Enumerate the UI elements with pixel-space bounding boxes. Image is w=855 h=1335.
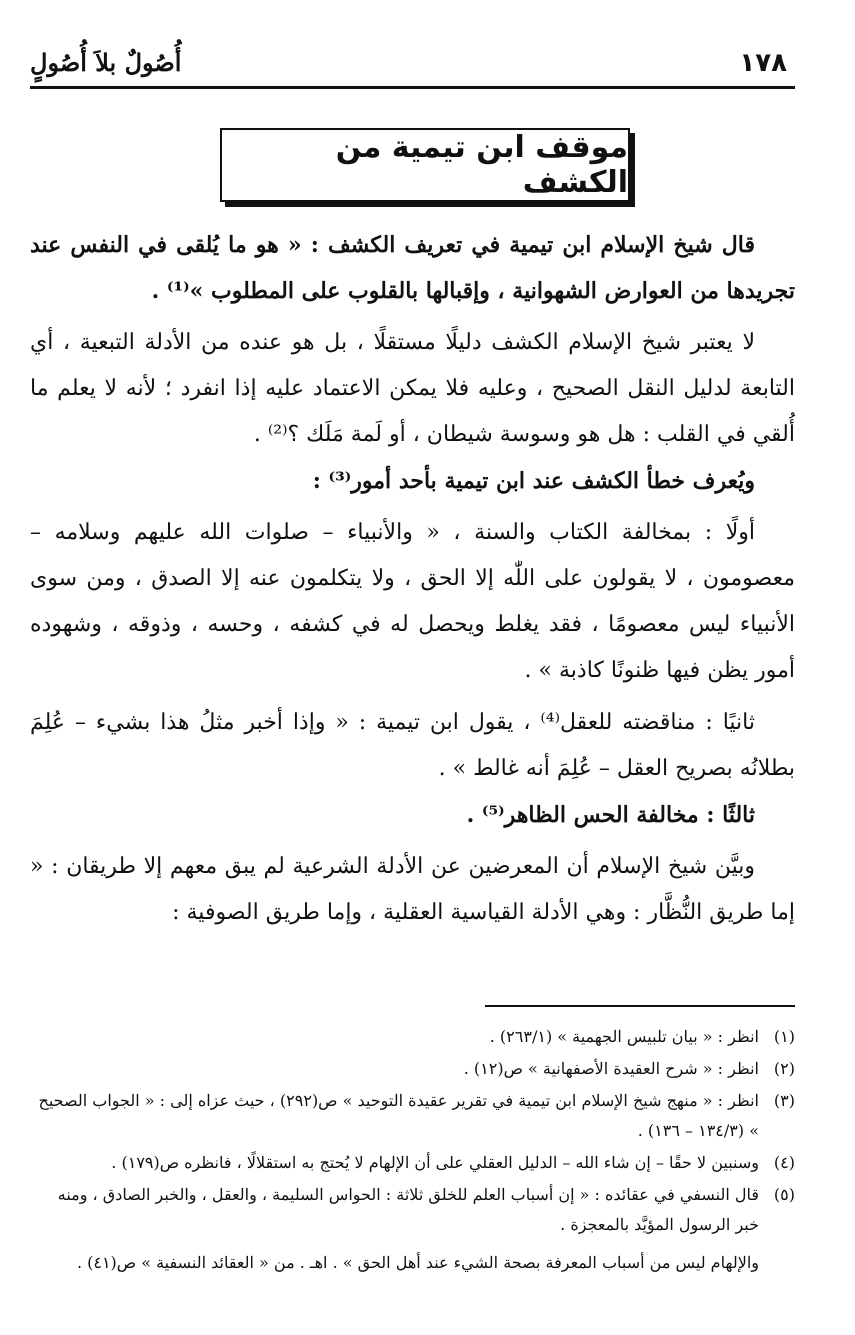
footnote-rule — [485, 1005, 795, 1007]
footnote-text: انظر : « بيان تلبيس الجهمية » (٢٦٣/١) . — [489, 1027, 759, 1046]
paragraph-status: لا يعتبر شيخ الإسلام الكشف دليلًا مستقلًا ، بل هو عنده من الأدلة التبعية ، أي التابعة لدليل النقل الصحيح ، وعليه فلا يمكن الاعتماد عليه إذا انفرد ؛ لأنه لا يعلم ما أُلقي في القلب : هل هو وسوسة شيطان ، أو لَمة مَلَك ؟⁽²⁾ . — [30, 330, 795, 447]
footnote-text: انظر : « منهج شيخ الإسلام ابن تيمية في تقرير عقيدة التوحيد » ص(٢٩٢) ، حيث عزاه إلى : « الجواب الصحيح » (١٣٤/٣ – ١٣٦) . — [38, 1091, 759, 1140]
paragraph-definition: قال شيخ الإسلام ابن تيمية في تعريف الكشف : « هو ما يُلقى في النفس عند تجريدها من العوارض الشهوانية ، وإقبالها بالقلوب على المطلوب »⁽¹⁾ . — [30, 232, 795, 304]
footnote-number: (٥) — [773, 1185, 795, 1204]
footnotes — [30, 1022, 795, 1278]
footnote-continuation: والإلهام ليس من أسباب المعرفة بصحة الشيء عند أهل الحق » . اهـ . من « العقائد النسفية » ص(٤١) . — [76, 1253, 759, 1272]
paragraph-conclusion: وبيَّن شيخ الإسلام أن المعرضين عن الأدلة الشرعية لم يبق معهم إلا طريقان : « إما طريق النُّظَّار : وهي الأدلة القياسية العقلية ، وإما طريق الصوفية : — [30, 854, 795, 925]
header-rule — [30, 86, 795, 89]
paragraph-criterion-1: أولًا : بمخالفة الكتاب والسنة ، « والأنبياء – صلوات الله عليهم وسلامه – معصومون ، لا يقولون على اللّٰه إلا الحق ، ولا يتكلمون عنه إلا الصدق ، ومن سوى الأنبياء ليس معصومًا ، فقد يغلط ويحصل له في كشفه ، وحسه ، وذوقه ، وشهوده أمور يظن فيها ظنونًا كاذبة » . — [30, 520, 795, 683]
footnote — [30, 1022, 795, 1052]
paragraph-criteria-intro: ويُعرف خطأ الكشف عند ابن تيمية بأحد أمور⁽³⁾ : — [312, 468, 755, 494]
footnote-text: وسنبين لا حقًا – إن شاء الله – الدليل العقلي على أن الإلهام لا يُحتج به استقلالًا ، فانظره ص(١٧٩) . — [111, 1153, 759, 1172]
paragraph-criterion-2: ثانيًا : مناقضته للعقل⁽⁴⁾ ، يقول ابن تيمية : « وإذا أخبر مثلُ هذا بشيء – عُلِمَ بطلانُه بصريح العقل – عُلِمَ أنه غالط » . — [30, 710, 795, 781]
footnote — [30, 1054, 795, 1084]
footnote-text: انظر : « شرح العقيدة الأصفهانية » ص(١٢) . — [463, 1059, 759, 1078]
running-title: أُصُولٌ بلاَ أُصُولٍ — [30, 48, 182, 77]
footnote-number: (١) — [773, 1027, 795, 1046]
section-title-box — [220, 128, 630, 202]
footnote-number: (٣) — [773, 1091, 795, 1110]
footnote-number: (٢) — [773, 1059, 795, 1078]
paragraph-criterion-3: ثالثًا : مخالفة الحس الظاهر⁽⁵⁾ . — [466, 802, 755, 828]
footnote — [30, 1148, 795, 1178]
section-title: موقف ابن تيمية من الكشف — [335, 130, 628, 200]
footnote-text: قال النسفي في عقائده : « إن أسباب العلم للخلق ثلاثة : الحواس السليمة ، والعقل ، والخبر الصادق ، ومنه خبر الرسول المؤيَّد بالمعجزة . — [57, 1185, 759, 1234]
footnote-number: (٤) — [773, 1153, 795, 1172]
footnote — [30, 1086, 795, 1146]
page-number: ١٧٨ — [739, 48, 787, 78]
page-header — [30, 48, 795, 88]
body-text — [30, 222, 795, 936]
footnote — [30, 1180, 795, 1240]
book-page — [30, 0, 795, 1335]
